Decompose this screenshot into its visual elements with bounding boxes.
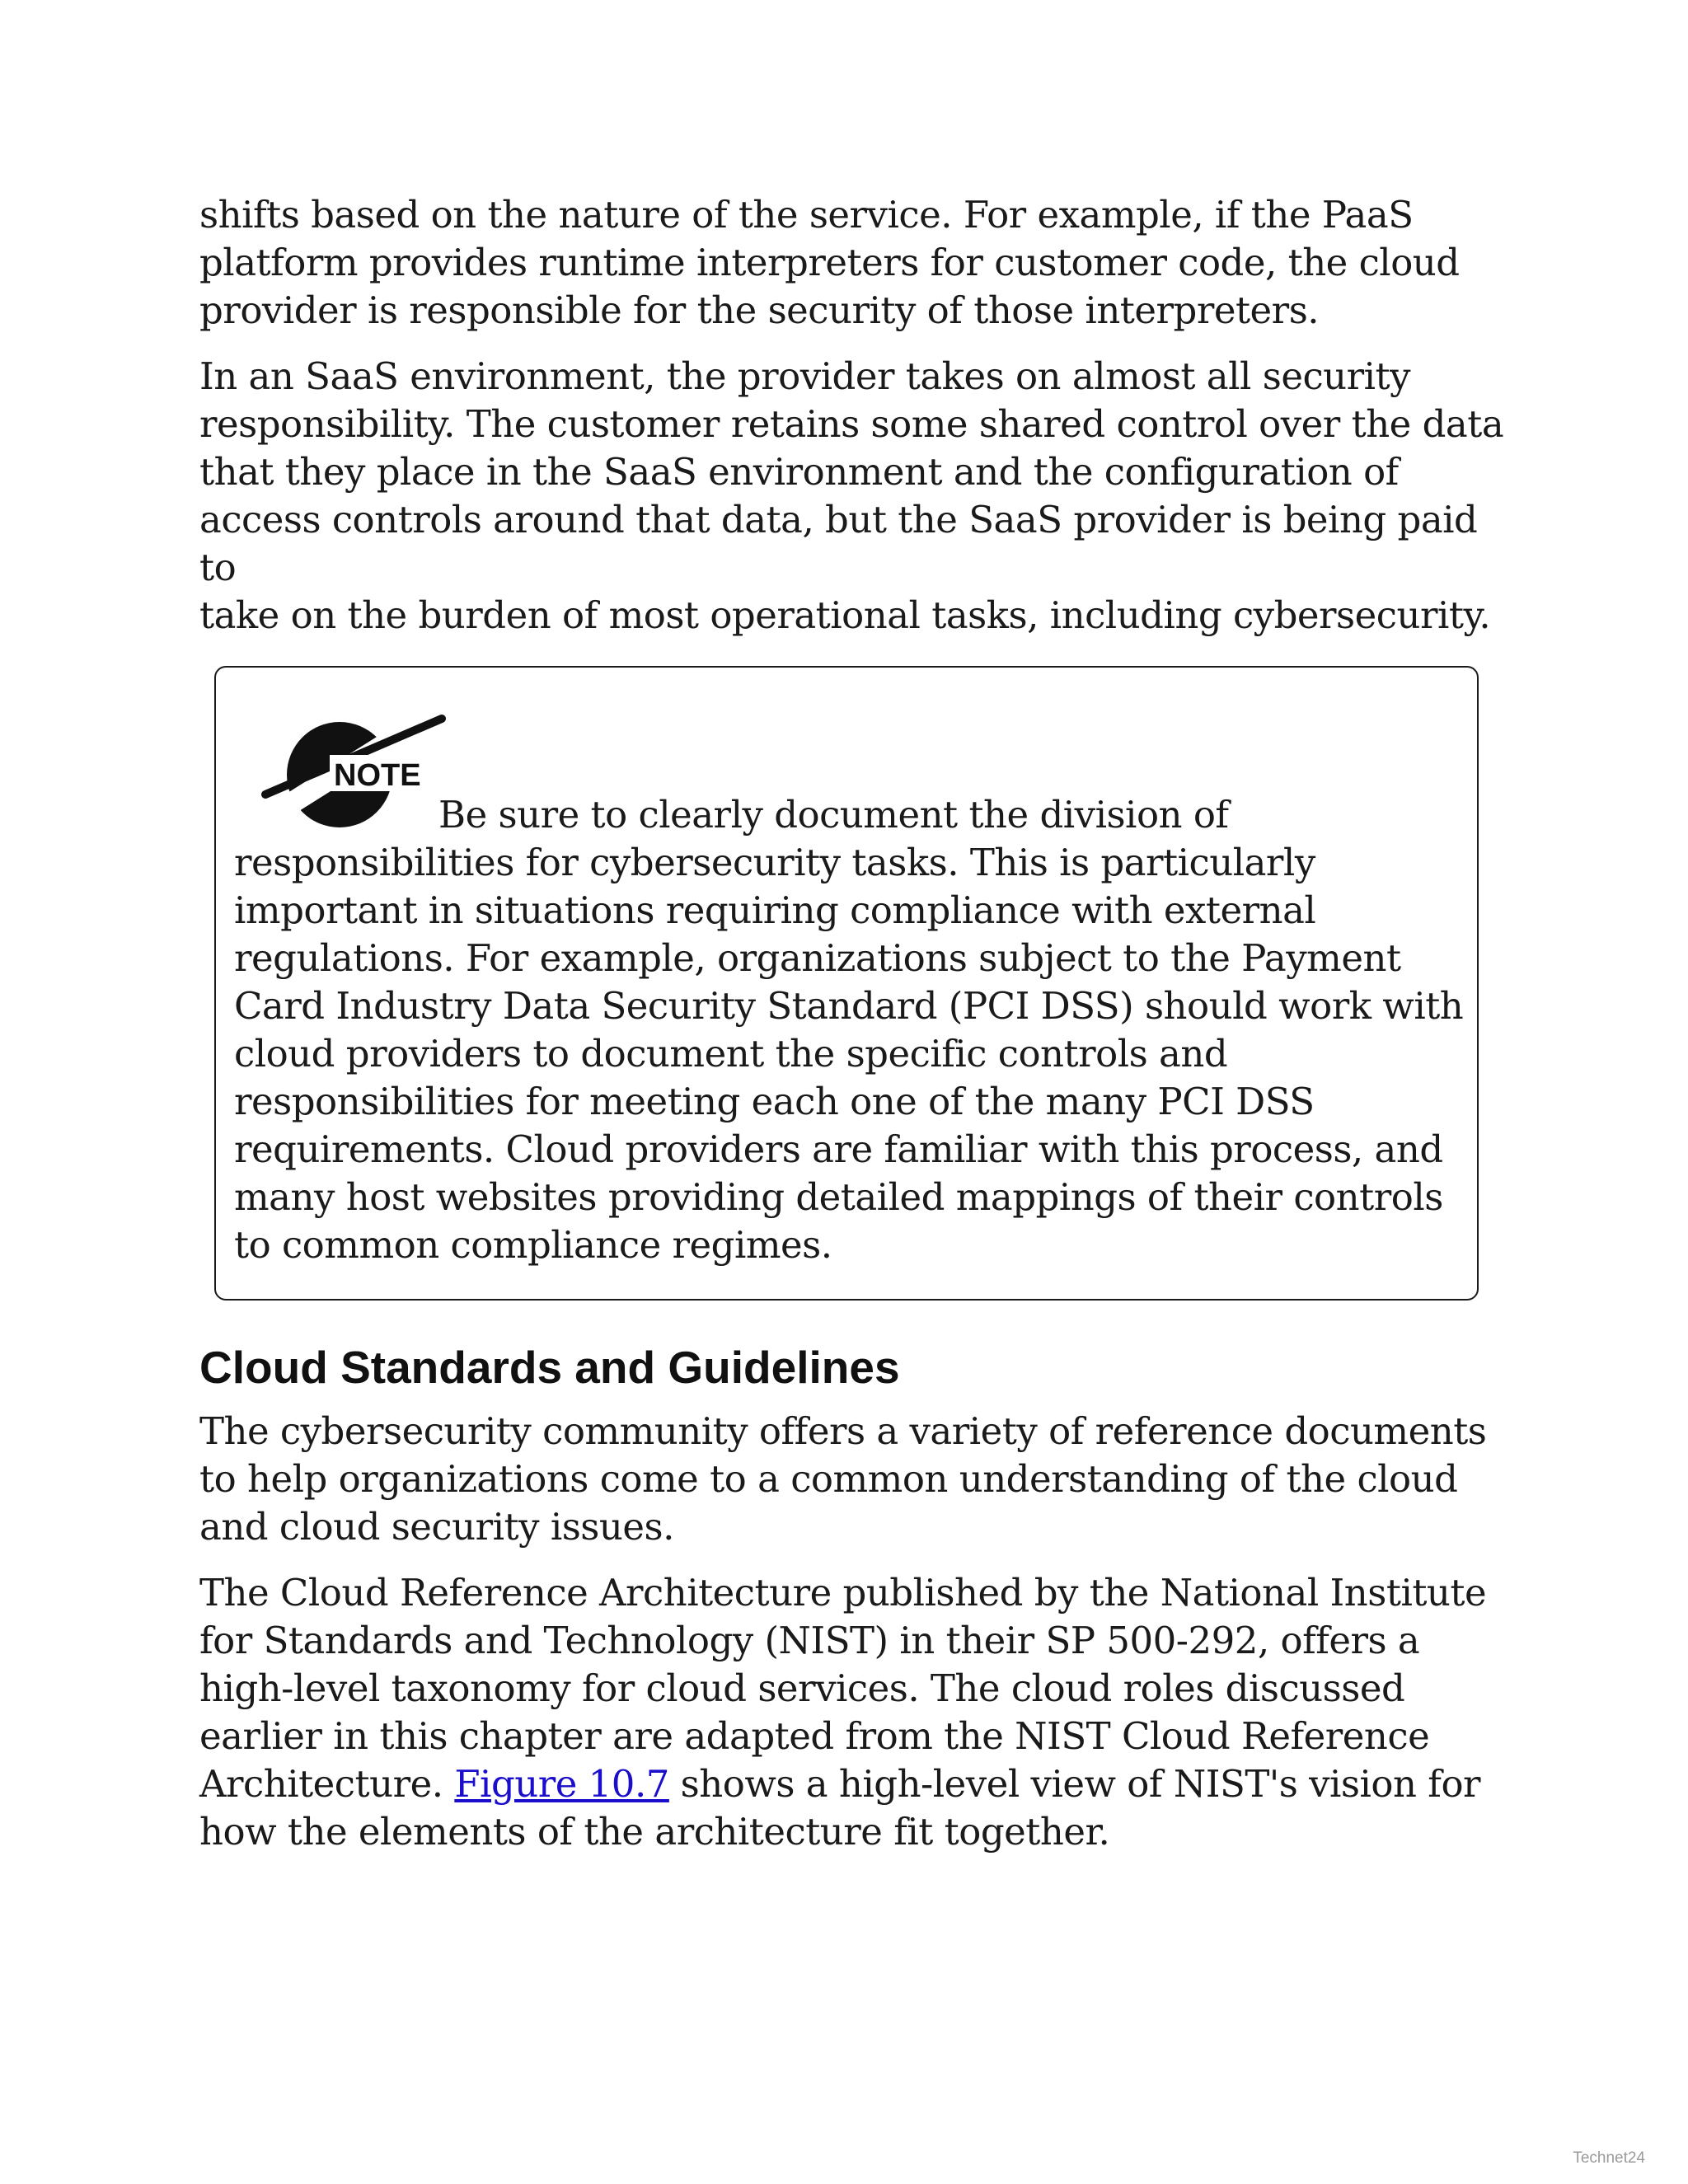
paragraph-nist [199, 1569, 1518, 1856]
note-text [234, 791, 1470, 1269]
figure-link[interactable]: Figure 10.7 [454, 1762, 669, 1806]
document-page [199, 191, 1518, 1874]
note-icon-label: NOTE [334, 758, 421, 793]
note-box [214, 666, 1479, 1301]
paragraph-nist-text: The Cloud Reference Architecture published by the National Institute for Standards and Technology (NIST) in their SP 500-292, offers a high-level taxonomy for cloud services. The cloud roles discussed earlier in this chapter are adapted from the NIST Cloud Reference Architecture. [199, 1571, 1487, 1806]
section-heading: Cloud Standards and Guidelines [199, 1342, 900, 1393]
note-first-line: Be sure to clearly document the division of [438, 793, 1229, 837]
paragraph-paas: shifts based on the nature of the service. For example, if the PaaS platform provides runtime interpreters for customer code, the cloud provider is responsible for the security of those interpreters. [199, 193, 1460, 332]
note-body: responsibilities for cybersecurity tasks. This is particularly important in situations requiring compliance with external regulations. For example, organizations subject to the Payment Card Industry Data Security Standard (PCI DSS) should work with cloud providers to document the specific controls and responsibilities for meeting each one of the many PCI DSS requirements. Cloud providers are familiar with this process, and many host websites providing detailed mappings of their controls to common compliance regimes. [234, 841, 1464, 1267]
paragraph-nist-text-end: shows a high-level view of NIST's vision for how the elements of the architecture fit together. [199, 1762, 1481, 1854]
paragraph-saas: In an SaaS environment, the provider takes on almost all security responsibility. The customer retains some shared control over the data that they place in the SaaS environment and the configuration of access controls around that data, but the SaaS provider is being paid to take on the burden of most operational tasks, including cybersecurity. [199, 354, 1504, 637]
paragraph-community: The cybersecurity community offers a variety of reference documents to help organizations come to a common understanding of the cloud and cloud security issues. [199, 1409, 1487, 1549]
footer-watermark: Technet24 [1573, 2149, 1645, 2167]
